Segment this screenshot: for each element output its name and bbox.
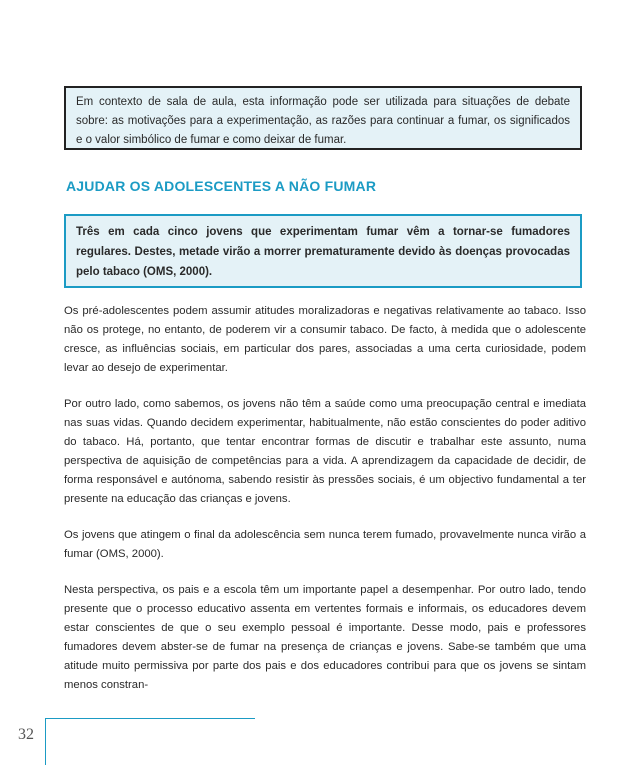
highlight-callout-box <box>64 214 582 288</box>
paragraph: Os pré-adolescentes podem assumir atitudes moralizadoras e negativas relativamente ao tabaco. Isso não os protege, no entanto, de poderem vir a consumir tabaco. De facto, à medida que o adolescente cresce, as influências sociais, em particular dos pares, associadas a uma certa curiosidade, podem levar ao desejo de experimentar. <box>64 305 586 374</box>
page-number: 32 <box>18 726 34 743</box>
intro-callout-box <box>64 86 582 150</box>
body-text <box>64 302 586 712</box>
section-heading: AJUDAR OS ADOLESCENTES A NÃO FUMAR <box>66 178 377 194</box>
intro-callout-text: Em contexto de sala de aula, esta informação pode ser utilizada para situações de debate sobre: as motivações para a experimentação, as razões para continuar a fumar, os significados e o valor simbólico de fumar e como deixar de fumar. <box>76 96 570 146</box>
paragraph: Por outro lado, como sabemos, os jovens não têm a saúde como uma preocupação central e imediata nas suas vidas. Quando decidem experimentar, habitualmente, não estão conscientes do poder aditivo do tabaco. Há, portanto, que tentar encontrar formas de discutir e trabalhar este assunto, numa perspectiva de aquisição de competências para a vida. A aprendizagem da capacidade de decidir, de forma responsável e autónoma, sabendo resistir às pressões sociais, é um objectivo fundamental a ter presente na educação das crianças e jovens. <box>64 398 586 505</box>
highlight-callout-text: Três em cada cinco jovens que experimentam fumar vêm a tornar-se fumadores regulares. Destes, metade virão a morrer prematuramente devido às doenças provocadas pelo tabaco (OMS, 2000). <box>76 226 570 278</box>
footer-vertical-rule <box>45 718 46 765</box>
paragraph: Os jovens que atingem o final da adolescência sem nunca terem fumado, provavelmente nunca virão a fumar (OMS, 2000). <box>64 529 586 560</box>
paragraph: Nesta perspectiva, os pais e a escola têm um importante papel a desempenhar. Por outro lado, tendo presente que o processo educativo assenta em vertentes formais e informais, os educadores devem estar conscientes de que o seu exemplo pessoal é importante. Desse modo, pais e professores fumadores devem abster-se de fumar na presença de crianças e jovens. Sabe-se também que uma atitude muito permissiva por parte dos pais e dos educadores contribui para que os jovens se sintam menos constran- <box>64 584 586 691</box>
footer-horizontal-rule <box>45 718 255 719</box>
